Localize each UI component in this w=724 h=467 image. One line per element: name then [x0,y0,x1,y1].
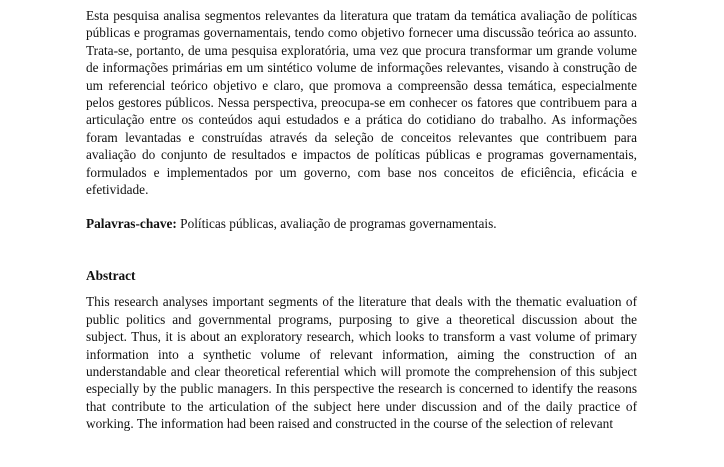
keywords-line [86,215,637,232]
keywords-label: Palavras-chave: [86,216,177,232]
keywords-text: Políticas públicas, avaliação de programas governamentais. [176,216,497,232]
abstract-heading: Abstract [86,267,136,283]
document-page [86,0,637,433]
resumo-paragraph: Esta pesquisa analisa segmentos relevantes da literatura que tratam da temática avaliação de políticas públicas e programas governamentais, tendo como objetivo fornecer uma discussão teórica ao assunto. Trata-se, portanto, de uma pesquisa exploratória, uma vez que procura transformar um grande volume de informações primárias em um sintético volume de informações relevantes, visando à construção de um referencial teórico objetivo e claro, que promova a compreensão dessa temática, especialmente pelos gestores públicos. Nessa perspectiva, preocupa-se em conhecer os fatores que contribuem para a articulação entre os conteúdos aqui estudados e a prática do cotidiano do trabalho. As informações foram levantadas e construídas através da seleção de conceitos relevantes que contribuem para avaliação do conjunto de resultados e impactos de políticas públicas e programas governamentais, formulados e implementados por um governo, com base nos conceitos de eficiência, eficácia e efetividade. [86,8,637,198]
abstract-paragraph: This research analyses important segments of the literature that deals with the thematic evaluation of public politics and governmental programs, purposing to give a theoretical discussion about the subject. Thus, it is about an exploratory research, which looks to transform a vast volume of primary information into a synthetic volume of relevant information, aiming the construction of an understandable and clear theoretical referential which will promote the comprehension of this subject especially by the public managers. In this perspective the research is concerned to identify the reasons that contribute to the articulation of the subject here under discussion and of the daily practice of working. The information had been raised and constructed in the course of the selection of relevant [86,294,637,432]
